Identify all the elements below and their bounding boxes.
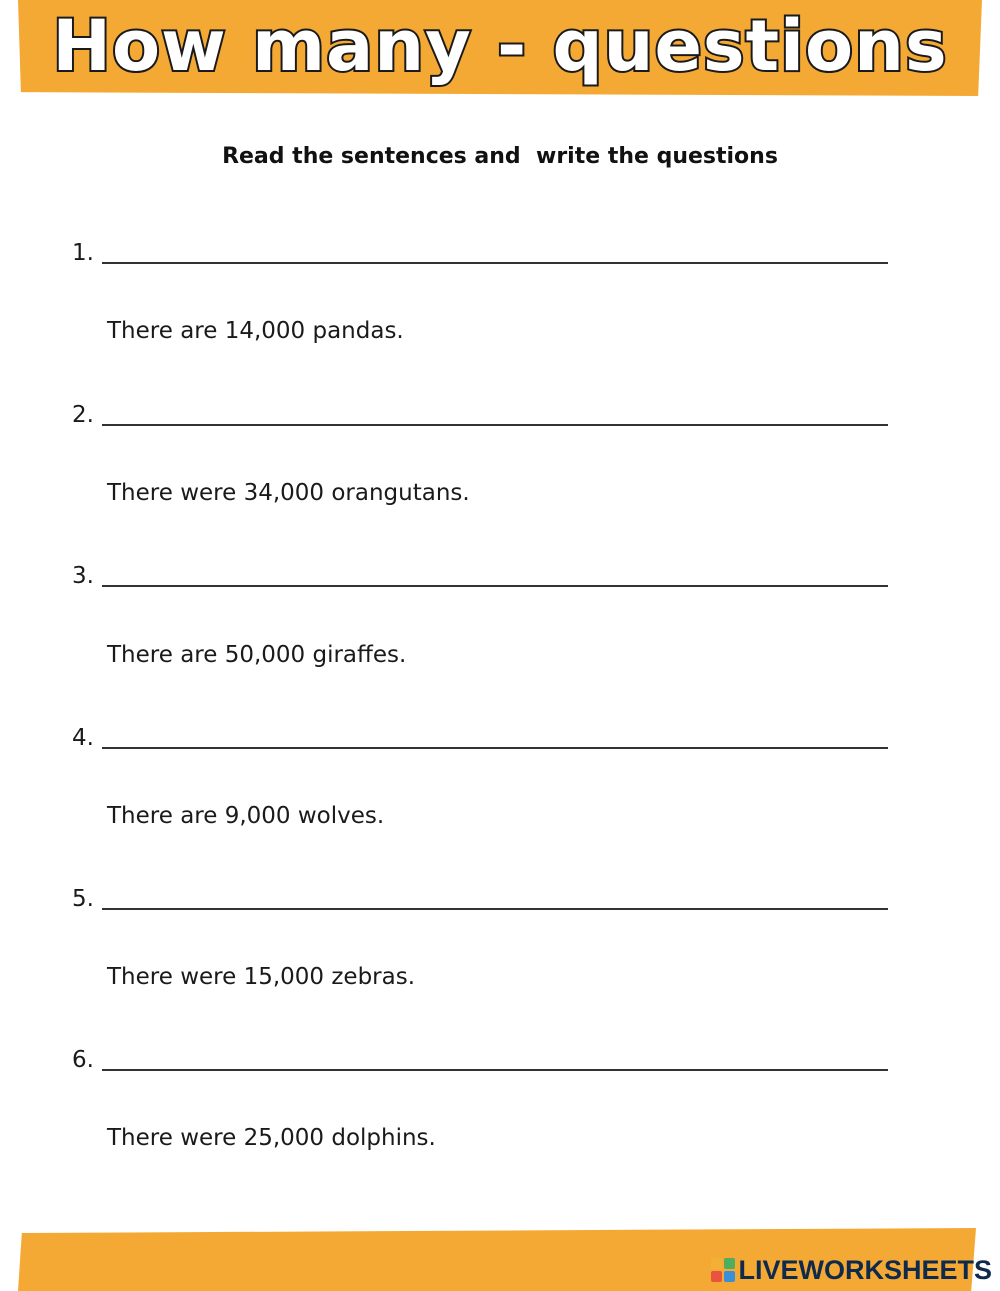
question-number: 5. — [72, 886, 94, 912]
page-title: How many - questions — [52, 5, 948, 87]
question-sentence: There are 50,000 giraffes. — [107, 642, 407, 668]
question-sentence: There are 14,000 pandas. — [107, 318, 404, 344]
question-row-5 — [72, 884, 888, 914]
question-number: 2. — [72, 402, 94, 428]
brand-logo[interactable] — [711, 1254, 992, 1286]
question-number: 1. — [72, 240, 94, 266]
liveworksheets-icon — [711, 1258, 735, 1282]
question-row-4 — [72, 723, 888, 753]
logo-square-icon — [724, 1271, 735, 1282]
logo-square-icon — [724, 1258, 735, 1269]
question-sentence: There are 9,000 wolves. — [107, 803, 385, 829]
question-sentence: There were 15,000 zebras. — [107, 964, 416, 990]
logo-square-icon — [711, 1258, 722, 1269]
answer-line[interactable] — [102, 585, 888, 587]
answer-line[interactable] — [102, 1069, 888, 1071]
question-row-6 — [72, 1045, 888, 1075]
logo-square-icon — [711, 1271, 722, 1282]
answer-line[interactable] — [102, 747, 888, 749]
answer-line[interactable] — [102, 908, 888, 910]
question-sentence: There were 34,000 orangutans. — [107, 480, 470, 506]
answer-line[interactable] — [102, 262, 888, 264]
instruction-text: Read the sentences and write the questions — [222, 144, 778, 169]
question-sentence: There were 25,000 dolphins. — [107, 1125, 436, 1151]
question-number: 4. — [72, 725, 94, 751]
question-row-3 — [72, 561, 888, 591]
question-number: 3. — [72, 563, 94, 589]
brand-name: LIVEWORKSHEETS — [738, 1254, 992, 1285]
question-number: 6. — [72, 1047, 94, 1073]
question-row-1 — [72, 238, 888, 268]
question-row-2 — [72, 400, 888, 430]
answer-line[interactable] — [102, 424, 888, 426]
